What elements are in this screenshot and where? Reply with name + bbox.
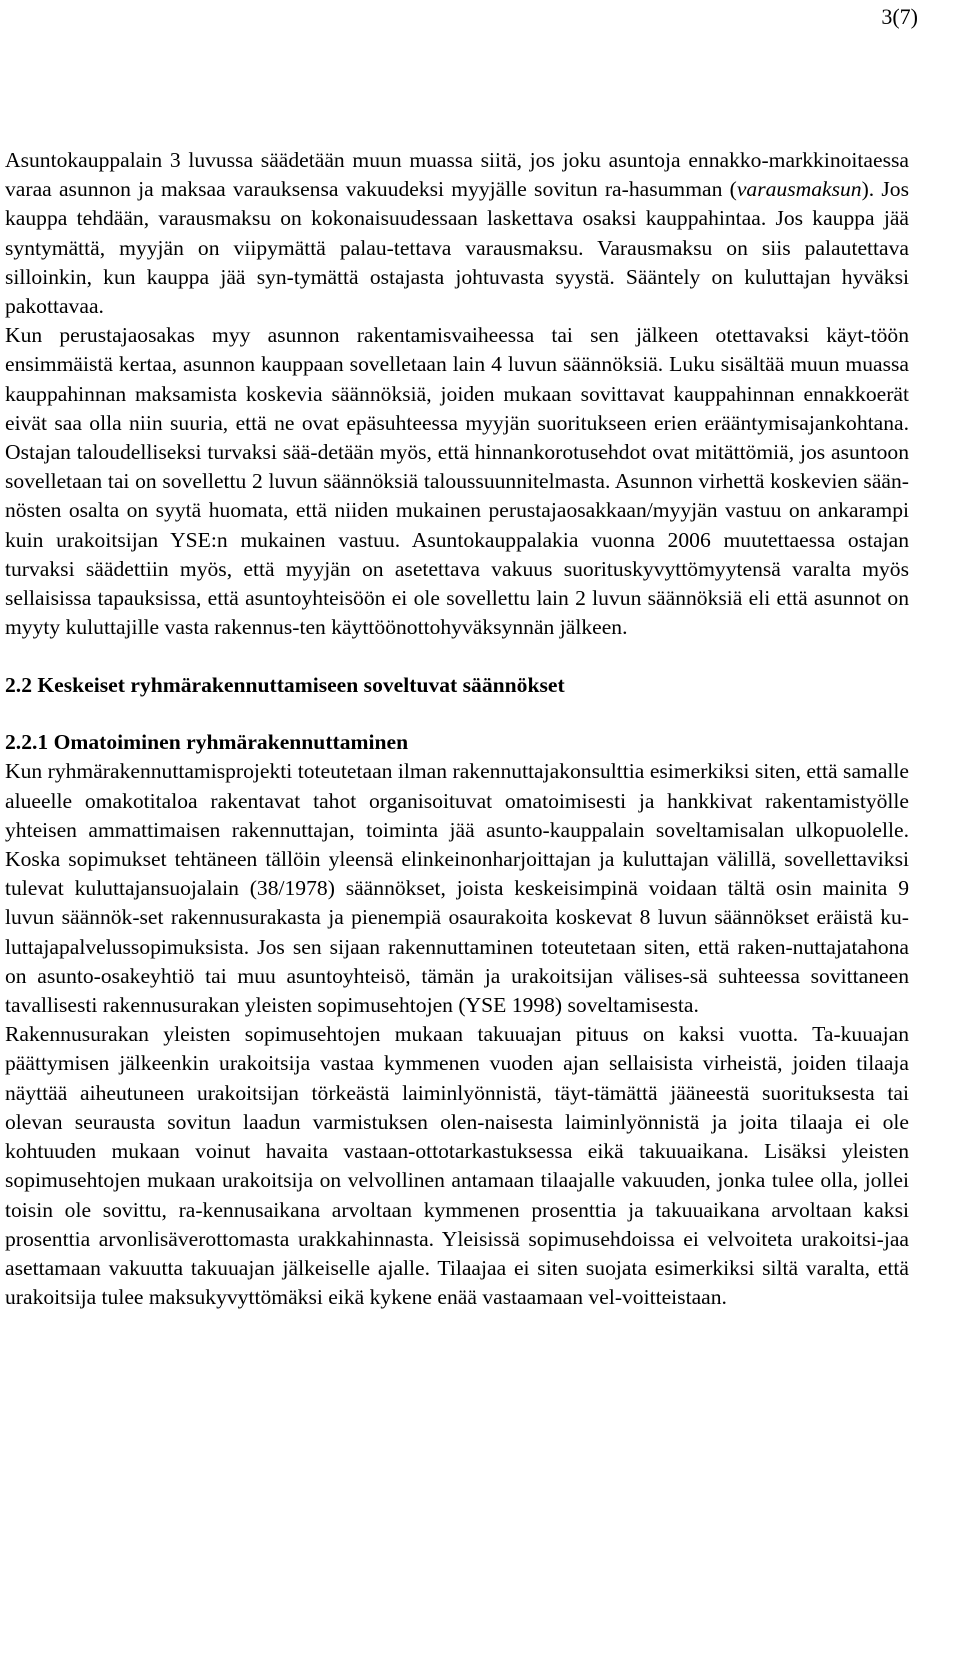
section-heading-2-2-1: 2.2.1 Omatoiminen ryhmärakennuttaminen — [5, 730, 409, 755]
section-heading-2-2: 2.2 Keskeiset ryhmärakennuttamiseen soveltuvat säännökset — [5, 673, 565, 698]
paragraph-varausmaksu-text-1: Asuntokauppalain 3 luvussa säädetään muun muassa siitä, jos joku asuntoja ennakko-markkinoitaessa varaa asunnon ja maksaa varauksensa vakuudeksi myyjälle sovitun ra-hasumman ( — [5, 148, 909, 202]
paragraph-omatoiminen: Kun ryhmärakennuttamisprojekti toteutetaan ilman rakennuttajakonsulttia esimerkiksi siten, että samalle alueelle omakotitaloa rakentavat tahot organisoituvat omatoimisesti ja hankkivat rakentamistyölle yhteisen ammattimaisen rakennuttajan, toiminta jää asunto-kauppalain soveltamisalan ulkopuolelle. Koska sopimukset tehtäneen tällöin yleensä elinkeinonharjoittajan ja kuluttajan välillä, sovellettaviksi tulevat kuluttajansuojalain (38/1978) säännökset, joista keskeisimpinä voidaan tältä osin mainita 9 luvun säännök-set rakennusurakasta ja pienempiä osaurakoita koskevat 8 luvun säännökset eräistä ku-luttajapalvelussopimuksista. Jos sen sijaan rakennuttaminen toteutetaan siten, että raken-nuttajatahona on asunto-osakeyhtiö tai muu asuntoyhteisö, tämän ja urakoitsijan välises-sä suhteessa sovittaneen tavallisesti rakennusurakan yleisten sopimusehtojen (YSE 1998) soveltamisesta. — [5, 759, 909, 1018]
paragraph-takuuaika: Rakennusurakan yleisten sopimusehtojen mukaan takuuajan pituus on kaksi vuotta. Ta-kuuajan päättymisen jälkeenkin urakoitsija vastaa kymmenen vuoden ajan sellaisista virheistä, joiden tilaaja näyttää aiheutuneen urakoitsijan törkeästä laiminlyönnistä, täyt-tämättä jääneestä suorituksesta tai olevan seurausta sovitun laadun varmistuksen olen-naisesta laiminlyönnistä ja joita tilaaja ei ole kohtuuden mukaan voinut havaita vastaan-ottotarkastuksessa eikä takuuaikana. Lisäksi yleisten sopimusehtojen mukaan urakoitsija on velvollinen antamaan tilaajalle vakuuden, jonka tulee olla, jollei toisin ole sovittu, ra-kennusaikana arvoltaan kymmenen prosenttia ja takuuaikana arvoltaan kaksi prosenttia arvonlisäverottomasta urakkahinnasta. Yleisissä sopimusehdoissa ei velvoiteta urakoitsi-jaa asettamaan vakuutta takuuajan jälkeiselle ajalle. Tilaajaa ei siten suojata esimerkiksi siltä varalta, että urakoitsija tulee maksukyvyttömäksi eikä kykene enää vastaamaan vel-voitteistaan. — [5, 1022, 909, 1310]
paragraph-varausmaksu — [5, 146, 909, 321]
page-number: 3(7) — [881, 4, 918, 29]
italic-term-varausmaksun: varausmaksun — [736, 177, 862, 202]
paragraph-perustajaosakas: Kun perustajaosakas myy asunnon rakentamisvaiheessa tai sen jälkeen otettavaksi käyt-töön ensimmäistä kertaa, asunnon kauppaan sovelletaan lain 4 luvun säännöksiä. Luku sisältää muun muassa kauppahinnan maksamista koskevia säännöksiä, joiden mukaan sovittavat kauppahinnan ennakkoerät eivät saa olla niin suuria, että ne ovat epäsuhteessa myyjän suoritukseen erien erääntymisajankohtana. Ostajan taloudelliseksi turvaksi sää-detään myös, että hinnankorotusehdot ovat mitättömiä, jos asuntoon sovelletaan tai on sovellettu 2 luvun säännöksiä taloussuunnitelmasta. Asunnon virhettä koskevien sään-nösten osalta on syytä huomata, että niiden mukainen perustajaosakkaan/myyjän vastuu on ankarampi kuin urakoitsijan YSE:n mukainen vastuu. Asuntokauppalakia vuonna 2006 muutettaessa ostajan turvaksi säädettiin myös, että myyjän on asetettava vakuus suorituskyvyttömyytensä varalta myös sellaisissa tapauksissa, että asuntoyhteisöön ei ole sovellettu lain 2 luvun säännöksiä eli että asunnot on myyty kuluttajille vasta rakennus-ten käyttöönottohyväksynnän jälkeen. — [5, 323, 909, 640]
paragraph-varausmaksu-text-2: ). Jos kauppa tehdään, varausmaksu on kokonaisuudessaan laskettava osaksi kauppahintaa. Jos kauppa jää syntymättä, myyjän on viipymättä palau-tettava varausmaksu. Varausmaksu on siis palautettava silloinkin, kun kauppa jää syn-tymättä ostajasta johtuvasta syystä. Sääntely on kuluttajan hyväksi pakottavaa. — [5, 177, 909, 319]
document-body — [5, 146, 909, 1312]
